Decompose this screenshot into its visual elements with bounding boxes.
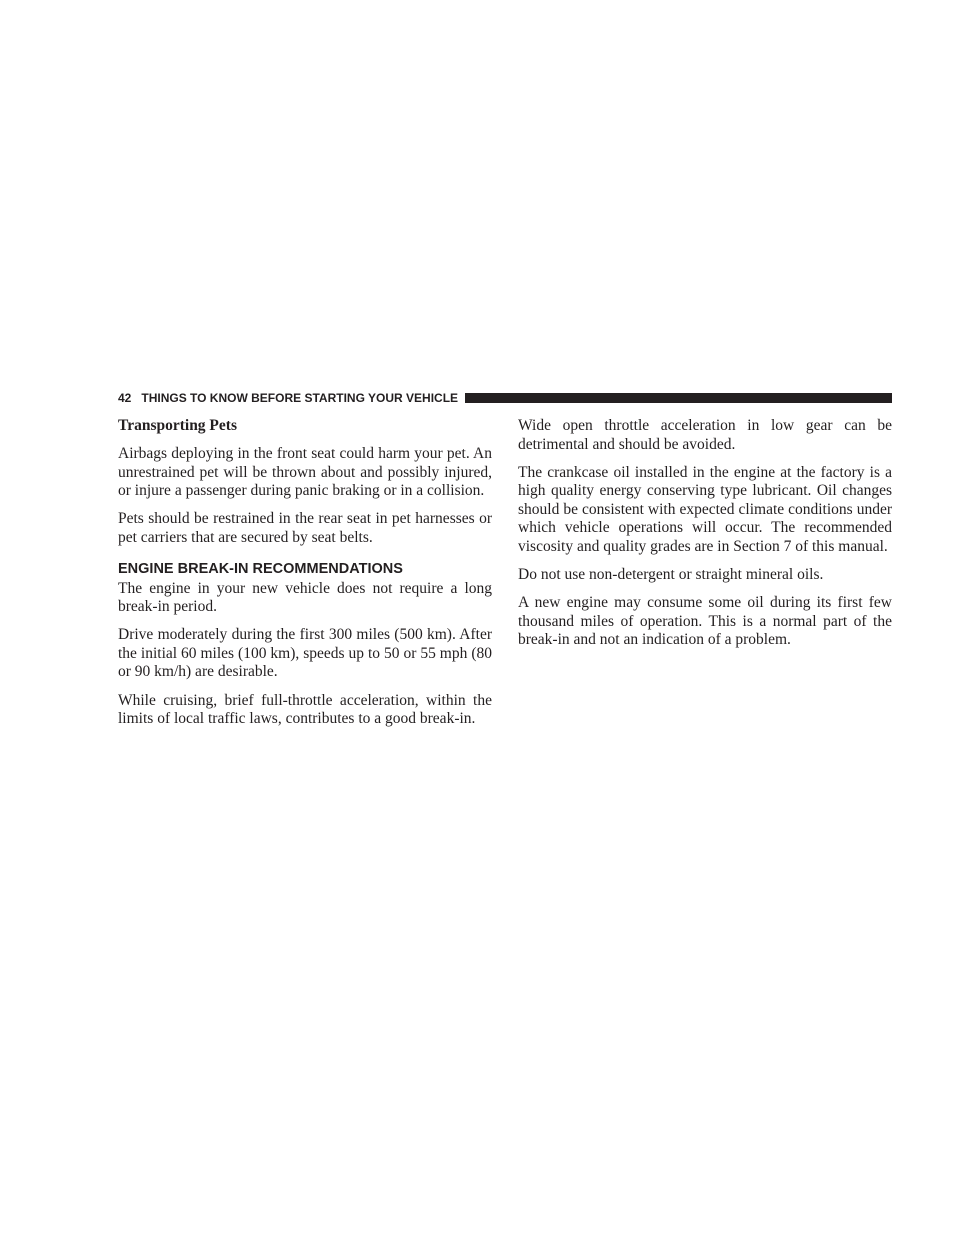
paragraph-pet-restraint: Pets should be restrained in the rear seat in pet harnesses or pet carriers that are secured by seat belts. [118, 510, 492, 546]
section-title: THINGS TO KNOW BEFORE STARTING YOUR VEHICLE [141, 391, 459, 405]
right-column [518, 417, 892, 660]
page-number: 42 [118, 391, 132, 405]
paragraph-break-in-period: The engine in your new vehicle does not require a long break-in period. [118, 579, 492, 616]
page-header [118, 389, 892, 407]
paragraph-drive-moderately: Drive moderately during the first 300 miles (500 km). After the initial 60 miles (100 km), speeds up to 50 or 55 mph (80 or 90 km/h) are desirable. [118, 626, 492, 681]
paragraph-mineral-oils: Do not use non-detergent or straight mineral oils. [518, 566, 824, 584]
paragraph-oil-consumption: A new engine may consume some oil during its first few thousand miles of operation. This is a normal part of the break-in and not an indication of a problem. [518, 594, 892, 649]
paragraph-cruising: While cruising, brief full-throttle acceleration, within the limits of local traffic laws, contributes to a good break-in. [118, 691, 492, 728]
paragraph-wide-open-throttle: Wide open throttle acceleration in low gear can be detrimental and should be avoided. [518, 417, 892, 453]
heading-engine-break-in: ENGINE BREAK-IN RECOMMENDATIONS [118, 560, 403, 577]
paragraph-crankcase-oil: The crankcase oil installed in the engine at the factory is a high quality energy conserving type lubricant. Oil changes should be consistent with expected climate conditions under which vehicle operations will occur. The recommended viscosity and quality grades are in Section 7 of this manual. [518, 463, 892, 556]
header-rule [465, 393, 892, 403]
paragraph-airbags-pets: Airbags deploying in the front seat could harm your pet. An unrestrained pet will be thrown about and possibly injured, or injure a passenger during panic braking or in a collision. [118, 445, 492, 500]
left-column [118, 417, 492, 738]
subheading-transporting-pets: Transporting Pets [118, 417, 237, 434]
